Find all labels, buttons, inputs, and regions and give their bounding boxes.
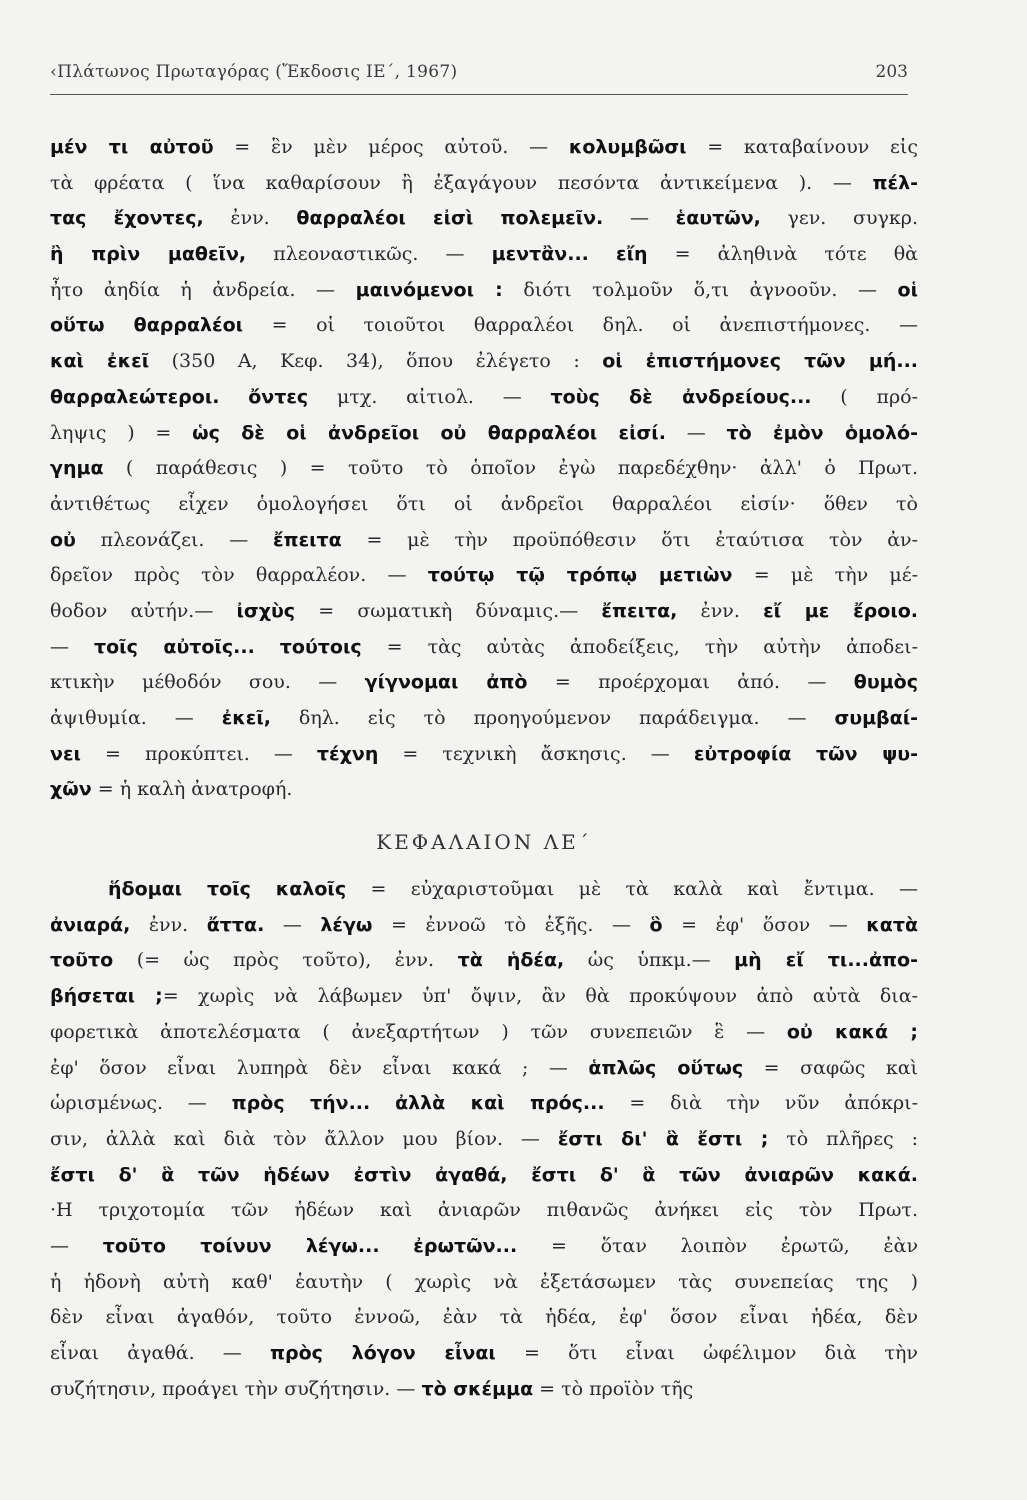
gloss-text: τὰ φρέατα ( ἵνα καθαρίσουν ἢ ἐξαγάγουν πεσόντα ἀντικείμενα ). — bbox=[50, 171, 873, 194]
lemma-term: θαρραλέοι εἰσὶ πολεμεῖν. bbox=[296, 207, 604, 230]
lemma-term: ἁπλῶς οὕτως bbox=[588, 1056, 744, 1079]
text-line bbox=[50, 1229, 918, 1265]
gloss-text: = καταβαίνουν εἰς bbox=[686, 136, 918, 158]
gloss-text: ·Η τριχοτομία τῶν ἡδέων καὶ ἀνιαρῶν πιθανῶς ἀνήκει εἰς τὸν Πρωτ. bbox=[50, 1199, 918, 1222]
gloss-text: = τὸ προϊὸν τῆς bbox=[533, 1377, 694, 1400]
lemma-term: οὕτω θαρραλέοι bbox=[50, 314, 244, 337]
lemma-term: εἴ με ἔροιο. bbox=[763, 599, 918, 622]
lemma-term: οἱ ἐπιστήμονες τῶν μή... bbox=[602, 350, 918, 373]
text-line bbox=[50, 237, 918, 273]
lemma-term: ὃ bbox=[649, 913, 663, 936]
gloss-text: ( παράθεσις ) = τοῦτο τὸ ὁποῖον ἐγὼ παρεδέχθην· ἀλλ' ὁ Πρωτ. bbox=[103, 457, 918, 480]
text-line bbox=[50, 166, 918, 202]
lemma-term: ἔπειτα bbox=[272, 528, 342, 551]
lemma-term: οἱ bbox=[897, 278, 918, 301]
commentary-paragraph-2 bbox=[50, 872, 918, 1407]
lemma-term: οὐ κακά ; bbox=[786, 1020, 918, 1043]
gloss-text: τὸ πλῆρες : bbox=[768, 1127, 918, 1150]
lemma-term: τοῦτο τοίνυν λέγω... bbox=[102, 1234, 380, 1257]
lemma-term: πρὸς λόγον εἶναι bbox=[269, 1342, 496, 1364]
text-line bbox=[50, 701, 918, 737]
gloss-text: — bbox=[603, 207, 676, 230]
gloss-text: γεν. συγκρ. bbox=[760, 207, 918, 230]
gloss-text: ληψις ) = bbox=[50, 421, 193, 444]
lemma-term: ἀλλὰ καὶ πρός... bbox=[395, 1092, 605, 1115]
gloss-text: = ἀληθινὰ τότε θὰ bbox=[647, 243, 919, 266]
lemma-term: ἥδομαι τοῖς καλοῖς bbox=[108, 878, 347, 901]
lemma-term: θαρραλεώτεροι. bbox=[50, 385, 220, 408]
lemma-term: ἰσχὺς bbox=[236, 599, 296, 622]
gloss-text: (= ὡς πρὸς τοῦτο), ἐνν. bbox=[113, 949, 458, 972]
lemma-term: πέλ- bbox=[872, 171, 918, 194]
page-number: 203 bbox=[875, 62, 908, 82]
lemma-term: ἑαυτῶν, bbox=[675, 207, 761, 230]
lemma-term: τοὺς δὲ ἀνδρείους... bbox=[550, 385, 812, 408]
text-line bbox=[50, 1122, 918, 1158]
gloss-text: — bbox=[665, 421, 727, 444]
text-line bbox=[50, 1372, 918, 1408]
gloss-text: = τὰς αὐτὰς ἀποδείξεις, τὴν αὐτὴν ἀποδει- bbox=[361, 635, 918, 658]
gloss-text: μτχ. αἰτιολ. — bbox=[308, 385, 551, 408]
gloss-text: ἐνν. bbox=[677, 599, 764, 622]
gloss-text: = σαφῶς καὶ bbox=[743, 1056, 919, 1079]
gloss-text: ἐφ' ὅσον εἶναι λυπηρὰ δὲν εἶναι κακά ; — bbox=[50, 1056, 589, 1079]
text-line bbox=[50, 344, 918, 380]
lemma-term: γημα bbox=[50, 457, 104, 480]
gloss-text: = ἓν μὲν μέρος αὐτοῦ. — bbox=[213, 136, 569, 158]
text-line bbox=[50, 979, 918, 1015]
gloss-text: = ὅτι εἶναι ὠφέλιμον διὰ τὴν bbox=[495, 1342, 918, 1364]
gloss-text: φορετικὰ ἀποτελέσματα ( ἀνεξαρτήτων ) τῶν συνεπειῶν ἓ — bbox=[50, 1020, 787, 1043]
lemma-term: τοῦτο bbox=[50, 949, 114, 972]
text-line bbox=[50, 308, 918, 344]
gloss-text: = ὅταν λοιπὸν ἐρωτῶ, ἐὰν bbox=[517, 1234, 918, 1257]
gloss-text: ἡ ἡδονὴ αὐτὴ καθ' ἑαυτὴν ( χωρὶς νὰ ἐξετάσωμεν τὰς συνεπείας της ) bbox=[50, 1270, 918, 1293]
lemma-term: λέγω bbox=[320, 913, 373, 936]
lemma-term: ὡς δὲ οἱ ἀνδρεῖοι οὐ θαρραλέοι εἰσί. bbox=[192, 421, 666, 444]
lemma-term: μὴ εἴ τι...ἀπο- bbox=[734, 949, 918, 972]
gloss-text: = σωματικὴ δύναμις.— bbox=[295, 599, 602, 622]
gloss-text: δρεῖον πρὸς τὸν θαρραλέον. — bbox=[50, 564, 428, 587]
gloss-text: ἦτο ἀηδία ἡ ἀνδρεία. — bbox=[50, 278, 356, 301]
text-line bbox=[50, 872, 918, 908]
lemma-term: τὰ ἡδέα, bbox=[457, 949, 565, 972]
gloss-text: δηλ. εἰς τὸ προηγούμενον παράδειγμα. — bbox=[270, 707, 835, 729]
lemma-term: πρὸς τήν... bbox=[231, 1092, 371, 1115]
lemma-term: τέχνη bbox=[316, 742, 379, 765]
gloss-text: πλεονάζει. — bbox=[75, 528, 273, 551]
gloss-text: σιν, ἀλλὰ καὶ διὰ τὸν ἄλλον μου βίον. — bbox=[50, 1127, 558, 1150]
lemma-term: τὸ σκέμμα bbox=[421, 1377, 534, 1400]
lemma-term: ἀνιαρά, bbox=[50, 913, 131, 936]
gloss-text bbox=[219, 386, 248, 408]
lemma-term: γίγνομαι ἀπὸ bbox=[364, 671, 528, 694]
text-line bbox=[50, 908, 918, 944]
text-line bbox=[50, 943, 918, 979]
gloss-text: = ἐννοῶ τὸ ἑξῆς. — bbox=[372, 913, 650, 936]
lemma-term: μεντἂν... bbox=[491, 243, 589, 266]
gloss-text bbox=[589, 243, 616, 265]
text-line bbox=[50, 1158, 918, 1194]
text-line bbox=[50, 487, 918, 523]
lemma-term: εἴη bbox=[616, 243, 648, 266]
lemma-term: ὄντες bbox=[248, 385, 309, 408]
gloss-text: = διὰ τὴν νῦν ἀπόκρι- bbox=[604, 1092, 919, 1115]
text-line bbox=[50, 451, 918, 487]
text-line bbox=[50, 558, 918, 594]
lemma-term: ἐκεῖ, bbox=[221, 707, 271, 729]
gloss-text: = προκύπτει. — bbox=[80, 742, 317, 765]
lemma-term: ἢ πρὶν μαθεῖν, bbox=[50, 243, 247, 266]
gloss-text: (350 Α, Κεφ. 34), ὅπου ἐλέγετο : bbox=[149, 350, 603, 373]
gloss-text: = οἱ τοιοῦτοι θαρραλέοι δηλ. οἱ ἀνεπιστήμονες. — bbox=[243, 314, 918, 337]
gloss-text: — bbox=[264, 913, 321, 936]
lemma-term: μέν τι αὐτοῦ bbox=[50, 136, 214, 158]
lemma-term: τας ἔχοντες, bbox=[50, 207, 204, 230]
gloss-text: κτικὴν μέθοδόν σου. — bbox=[50, 671, 365, 694]
text-line bbox=[50, 1300, 918, 1336]
text-line bbox=[50, 1265, 918, 1301]
text-line bbox=[50, 1193, 918, 1229]
lemma-term: οὐ bbox=[50, 528, 76, 551]
lemma-term: ἐρωτῶν... bbox=[413, 1234, 518, 1257]
gloss-text: = μὲ τὴν προϋπόθεσιν ὅτι ἐταύτισα τὸν ἀν- bbox=[341, 528, 918, 551]
gloss-text: = προέρχομαι ἀπό. — bbox=[527, 671, 854, 694]
gloss-text: ὡρισμένως. — bbox=[50, 1092, 232, 1115]
text-line bbox=[50, 273, 918, 309]
lemma-term: συμβαί- bbox=[834, 707, 919, 729]
lemma-term: τούτῳ τῷ τρόπῳ μετιὼν bbox=[427, 564, 733, 587]
gloss-text: πλεοναστικῶς. — bbox=[246, 243, 492, 266]
gloss-text: ἀντιθέτως εἶχεν ὁμολογήσει ὅτι οἱ ἀνδρεῖοι θαρραλέοι εἰσίν· ὅθεν τὸ bbox=[50, 492, 918, 515]
text-line bbox=[50, 665, 918, 701]
text-line bbox=[50, 737, 918, 773]
lemma-term: ἔστι δ' ἃ τῶν ἡδέων ἐστὶν ἀγαθά, ἔστι δ' ἃ τῶν ἀνιαρῶν κακά. bbox=[50, 1163, 918, 1186]
lemma-term: ἄττα. bbox=[206, 913, 265, 936]
gloss-text: ἐνν. bbox=[130, 913, 207, 936]
commentary-paragraph-1 bbox=[50, 130, 918, 808]
lemma-term: μαινόμενοι : bbox=[355, 278, 503, 301]
gloss-text: — bbox=[50, 635, 94, 658]
gloss-text: = μὲ τὴν μέ- bbox=[732, 564, 918, 587]
text-line bbox=[50, 523, 918, 559]
lemma-term: εὐτροφία τῶν ψυ- bbox=[693, 742, 918, 765]
running-header bbox=[50, 62, 908, 95]
gloss-text: δὲν εἶναι ἀγαθόν, τοῦτο ἐννοῶ, ἐὰν τὰ ἡδέα, ἐφ' ὅσον εἶναι ἡδέα, δὲν bbox=[50, 1306, 918, 1329]
gloss-text: εἶναι ἀγαθά. — bbox=[50, 1342, 270, 1364]
gloss-text: ἐνν. bbox=[203, 207, 297, 230]
gloss-text bbox=[370, 1092, 395, 1114]
gloss-text: = ἐφ' ὅσον — bbox=[662, 913, 867, 936]
gloss-text: — bbox=[50, 1234, 103, 1257]
lemma-term: κατὰ bbox=[866, 913, 918, 936]
text-line bbox=[50, 201, 918, 237]
text-line bbox=[50, 594, 918, 630]
lemma-term: κολυμβῶσι bbox=[568, 136, 687, 158]
lemma-term: τὸ ἐμὸν ὁμολό- bbox=[726, 421, 918, 444]
commentary-body bbox=[50, 130, 918, 1407]
text-line bbox=[50, 1336, 918, 1372]
gloss-text: = τεχνικὴ ἄσκησις. — bbox=[378, 742, 694, 765]
lemma-term: θυμὸς bbox=[853, 671, 918, 694]
lemma-term: νει bbox=[50, 742, 81, 765]
gloss-text: ( πρό- bbox=[811, 385, 918, 408]
gloss-text bbox=[380, 1235, 414, 1257]
text-line bbox=[50, 130, 918, 166]
text-line bbox=[50, 630, 918, 666]
lemma-term: ἔπειτα, bbox=[601, 599, 678, 622]
text-line bbox=[50, 1015, 918, 1051]
text-line bbox=[50, 772, 918, 808]
lemma-term: καὶ ἐκεῖ bbox=[50, 350, 150, 373]
gloss-text: θοδον αὐτήν.— bbox=[50, 599, 237, 622]
lemma-term: χῶν bbox=[50, 778, 92, 801]
text-line bbox=[50, 1086, 918, 1122]
gloss-text: = χωρὶς νὰ λάβωμεν ὑπ' ὄψιν, ἂν θὰ προκύψουν ἀπὸ αὐτὰ δια- bbox=[162, 985, 919, 1008]
lemma-term: ἔστι δι' ἃ ἔστι ; bbox=[557, 1127, 769, 1150]
lemma-term: τοῖς αὐτοῖς... bbox=[94, 635, 255, 658]
gloss-text: συζήτησιν, προάγει τὴν συζήτησιν. — bbox=[50, 1377, 422, 1400]
gloss-text bbox=[255, 636, 280, 658]
lemma-term: τούτοις bbox=[279, 635, 362, 658]
lemma-term: βήσεται ; bbox=[50, 985, 163, 1008]
gloss-text: διότι τολμοῦν ὅ,τι ἀγνοοῦν. — bbox=[502, 278, 898, 301]
header-title: ‹Πλάτωνος Πρωταγόρας (Ἔκδοσις ΙΕ΄, 1967) bbox=[50, 62, 458, 82]
gloss-text: = ἡ καλὴ ἀνατροφή. bbox=[91, 778, 293, 801]
gloss-text: = εὐχαριστοῦμαι μὲ τὰ καλὰ καὶ ἔντιμα. — bbox=[346, 878, 918, 901]
text-line bbox=[50, 1051, 918, 1087]
text-line bbox=[50, 380, 918, 416]
chapter-heading: ΚΕΦΑΛΑΙΟΝ ΛΕ΄ bbox=[376, 830, 592, 855]
text-line bbox=[50, 416, 918, 452]
gloss-text: ἀψιθυμία. — bbox=[50, 707, 222, 729]
gloss-text: ὡς ὑπκμ.— bbox=[564, 949, 735, 972]
